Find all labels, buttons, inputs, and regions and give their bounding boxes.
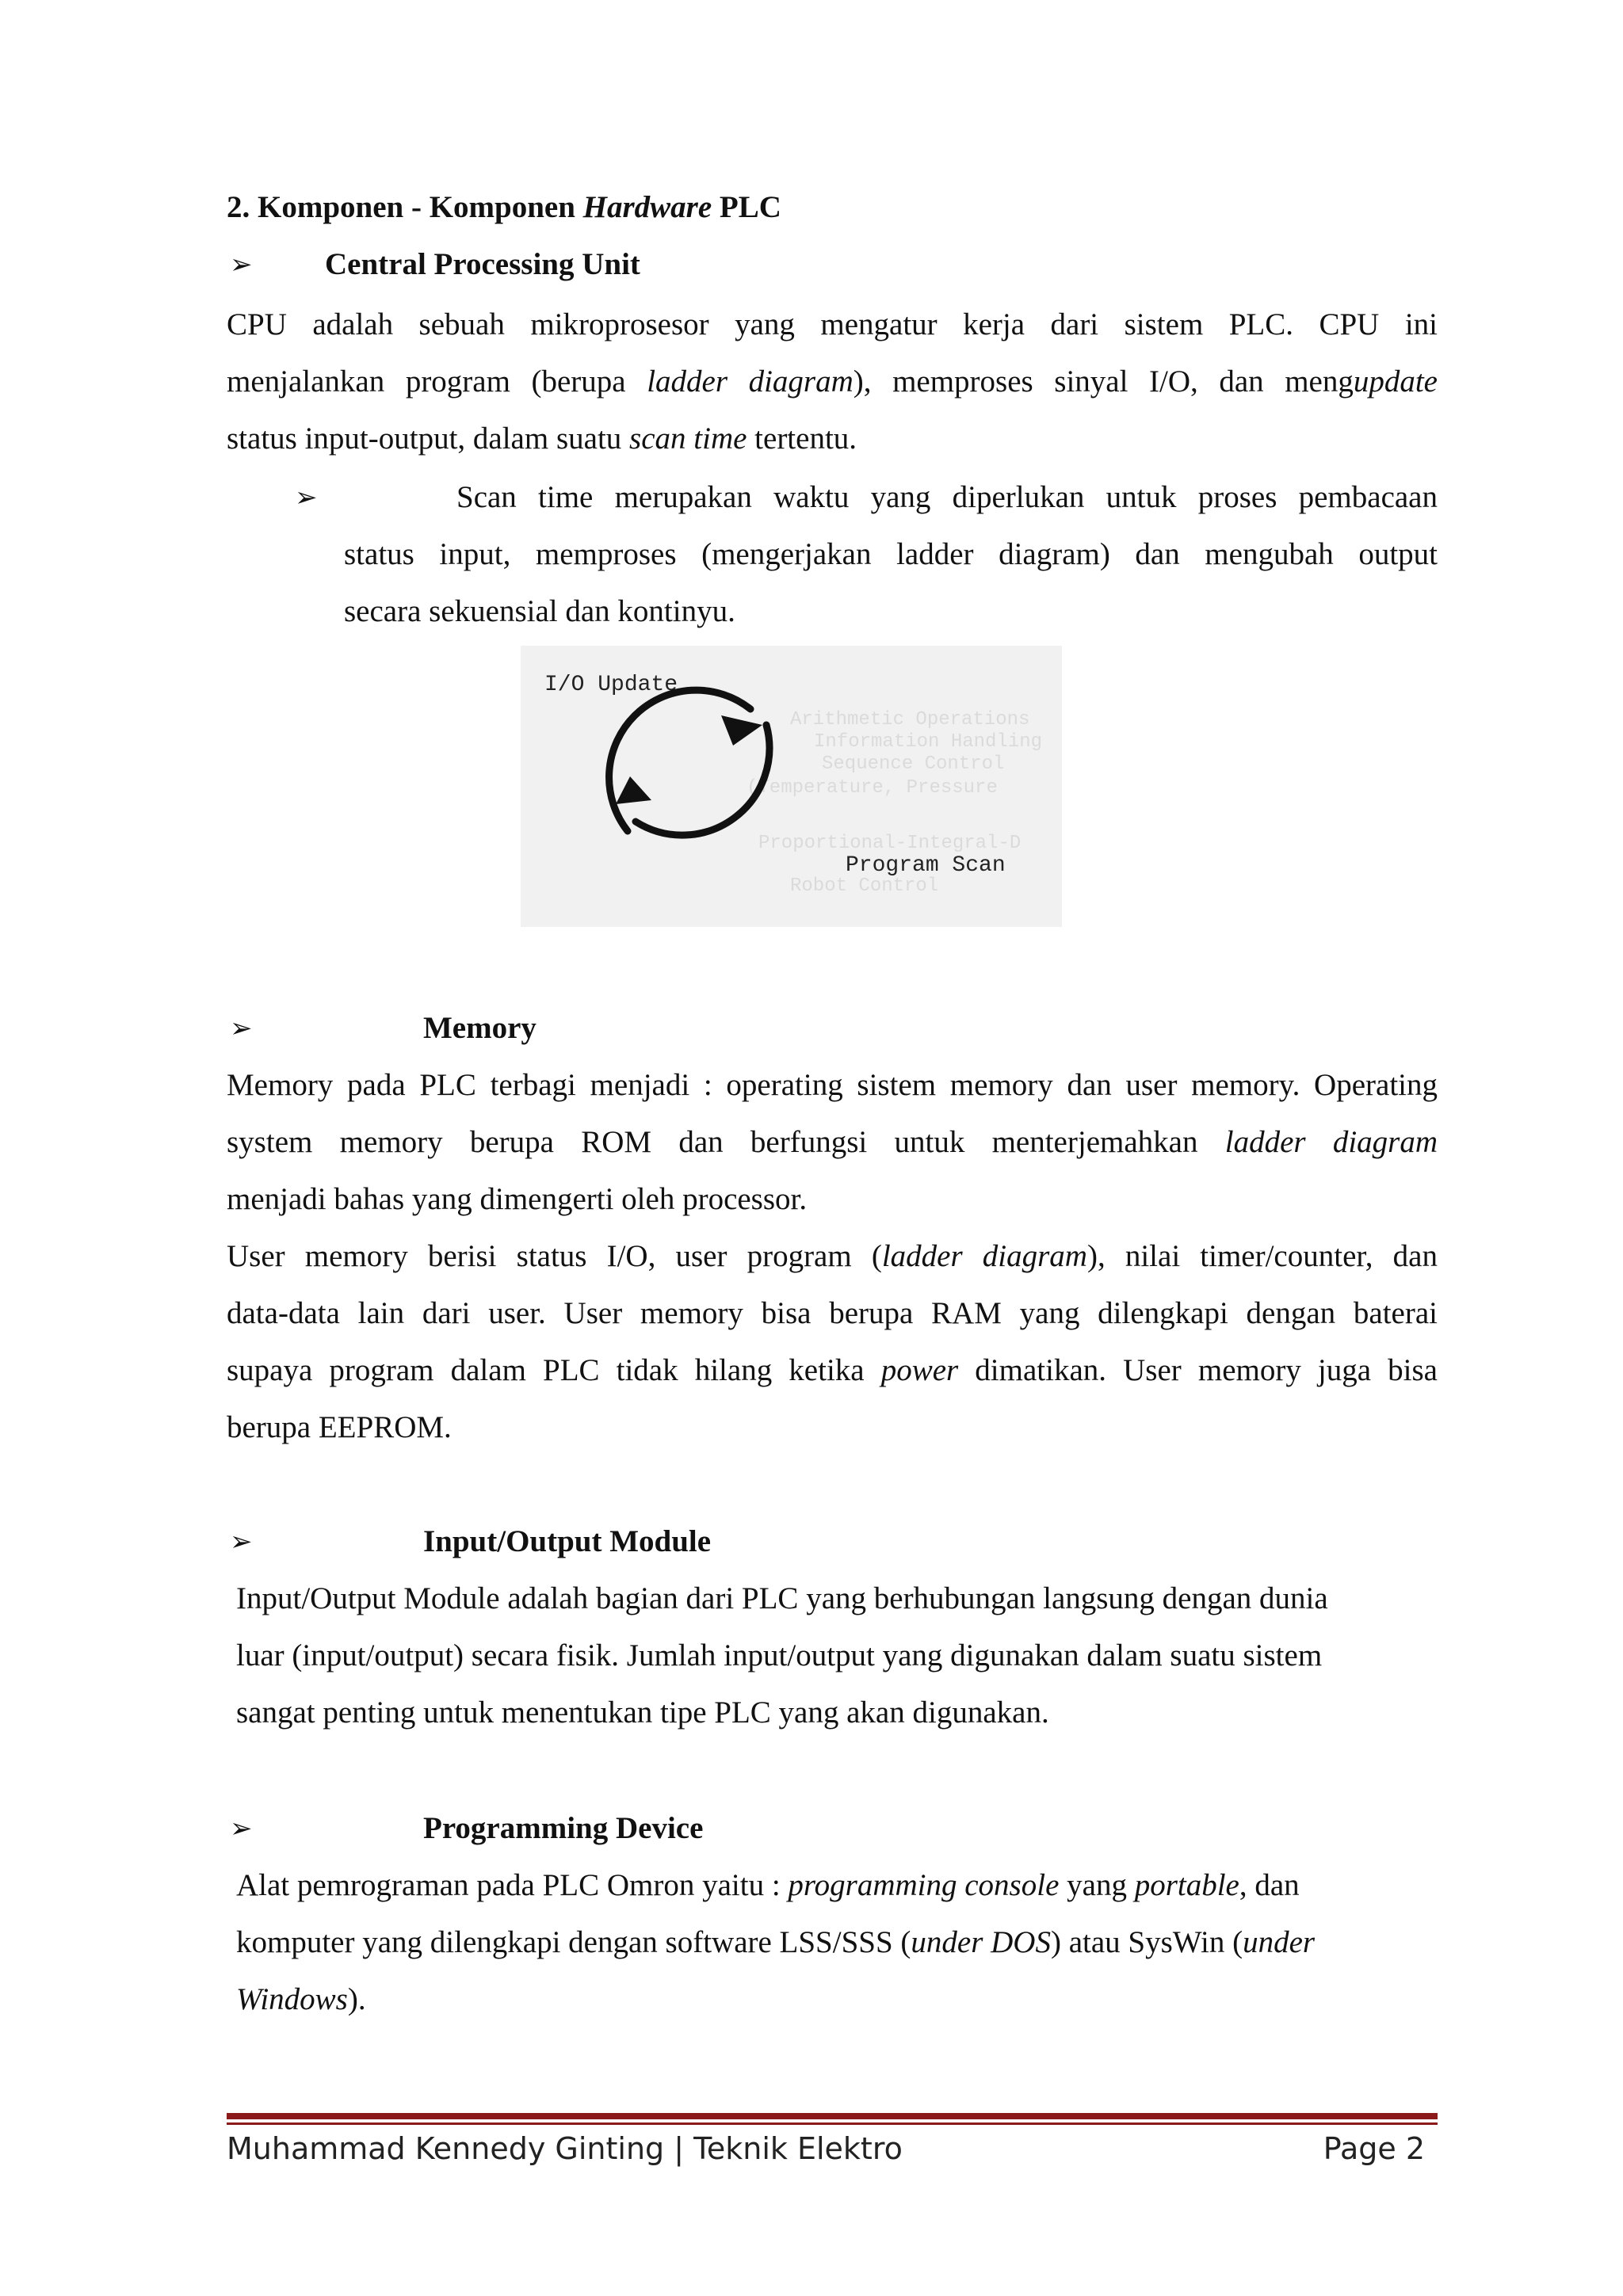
figure-faint-text-4: (Temperature, Pressure xyxy=(747,777,998,799)
scan-time-line3: secara sekuensial dan kontinyu. xyxy=(344,594,735,628)
cpu-para-line3: status input-output, dalam suatu scan time tertentu. xyxy=(227,421,857,456)
memory-p2-line4: berupa EEPROM. xyxy=(227,1410,452,1444)
figure-faint-text-3: Sequence Control xyxy=(822,753,1005,775)
programming-line1: Alat pemrograman pada PLC Omron yaitu : programming console yang portable, dan xyxy=(236,1868,1300,1902)
memory-bullet-arrow-icon: ➢ xyxy=(230,1013,253,1044)
figure-faint-text-2: Information Handling xyxy=(814,731,1043,753)
cycle-arrows-icon xyxy=(521,646,1062,927)
sub-bullet-arrow-icon: ➢ xyxy=(295,482,318,513)
scan-time-line1: Scan time merupakan waktu yang diperlukan untuk proses pembacaan xyxy=(456,480,1438,514)
io-heading: Input/Output Module xyxy=(423,1524,712,1558)
programming-line3: Windows). xyxy=(236,1982,366,2016)
memory-p1-line1: Memory pada PLC terbagi menjadi : operating sistem memory dan user memory. Operating xyxy=(227,1068,1438,1102)
prog-bullet-arrow-icon: ➢ xyxy=(230,1813,253,1844)
io-update-label: I/O Update xyxy=(544,673,678,697)
section-title xyxy=(227,179,781,236)
section-title-text: 2. Komponen - Komponen xyxy=(227,190,583,224)
cpu-heading: Central Processing Unit xyxy=(325,247,640,281)
section-title-suffix: PLC xyxy=(712,190,781,224)
footer-rule-thin xyxy=(227,2122,1438,2125)
programming-heading: Programming Device xyxy=(423,1811,704,1845)
footer-author: Muhammad Kennedy Ginting | Teknik Elektro xyxy=(227,2131,903,2166)
memory-p1-line2: system memory berupa ROM dan berfungsi untuk menterjemahkan ladder diagram xyxy=(227,1125,1438,1159)
io-line1: Input/Output Module adalah bagian dari PLC yang berhubungan langsung dengan dunia xyxy=(236,1581,1328,1615)
programming-line2: komputer yang dilengkapi dengan software LSS/SSS (under DOS) atau SysWin (under xyxy=(236,1925,1316,1959)
memory-p1-line3: menjadi bahas yang dimengerti oleh processor. xyxy=(227,1182,808,1216)
io-bullet-arrow-icon: ➢ xyxy=(230,1526,253,1558)
program-scan-label: Program Scan xyxy=(846,853,1006,878)
memory-p2-line1: User memory berisi status I/O, user program (ladder diagram), nilai timer/counter, dan xyxy=(227,1239,1438,1273)
scan-cycle-figure xyxy=(521,646,1062,927)
section-title-italic: Hardware xyxy=(582,190,712,224)
figure-faint-text-5: Proportional-Integral-D xyxy=(758,833,1022,854)
memory-heading: Memory xyxy=(423,1011,537,1045)
figure-faint-text-1: Arithmetic Operations xyxy=(790,709,1030,730)
bullet-arrow-icon: ➢ xyxy=(230,249,253,280)
footer-page-number: Page 2 xyxy=(1323,2131,1425,2166)
cpu-para-line2: menjalankan program (berupa ladder diagram), memproses sinyal I/O, dan mengupdate xyxy=(227,364,1438,399)
footer-rule-thick xyxy=(227,2113,1438,2119)
io-line2: luar (input/output) secara fisik. Jumlah input/output yang digunakan dalam suatu sistem xyxy=(236,1638,1323,1672)
scan-time-line2: status input, memproses (mengerjakan ladder diagram) dan mengubah output xyxy=(344,537,1438,571)
memory-p2-line2: data-data lain dari user. User memory bisa berupa RAM yang dilengkapi dengan baterai xyxy=(227,1296,1438,1330)
io-line3: sangat penting untuk menentukan tipe PLC yang akan digunakan. xyxy=(236,1695,1049,1730)
figure-faint-text-6: Robot Control xyxy=(790,875,939,897)
memory-p2-line3: supaya program dalam PLC tidak hilang ketika power dimatikan. User memory juga bisa xyxy=(227,1353,1438,1387)
cpu-para-line1: CPU adalah sebuah mikroprosesor yang mengatur kerja dari sistem PLC. CPU ini xyxy=(227,307,1438,341)
